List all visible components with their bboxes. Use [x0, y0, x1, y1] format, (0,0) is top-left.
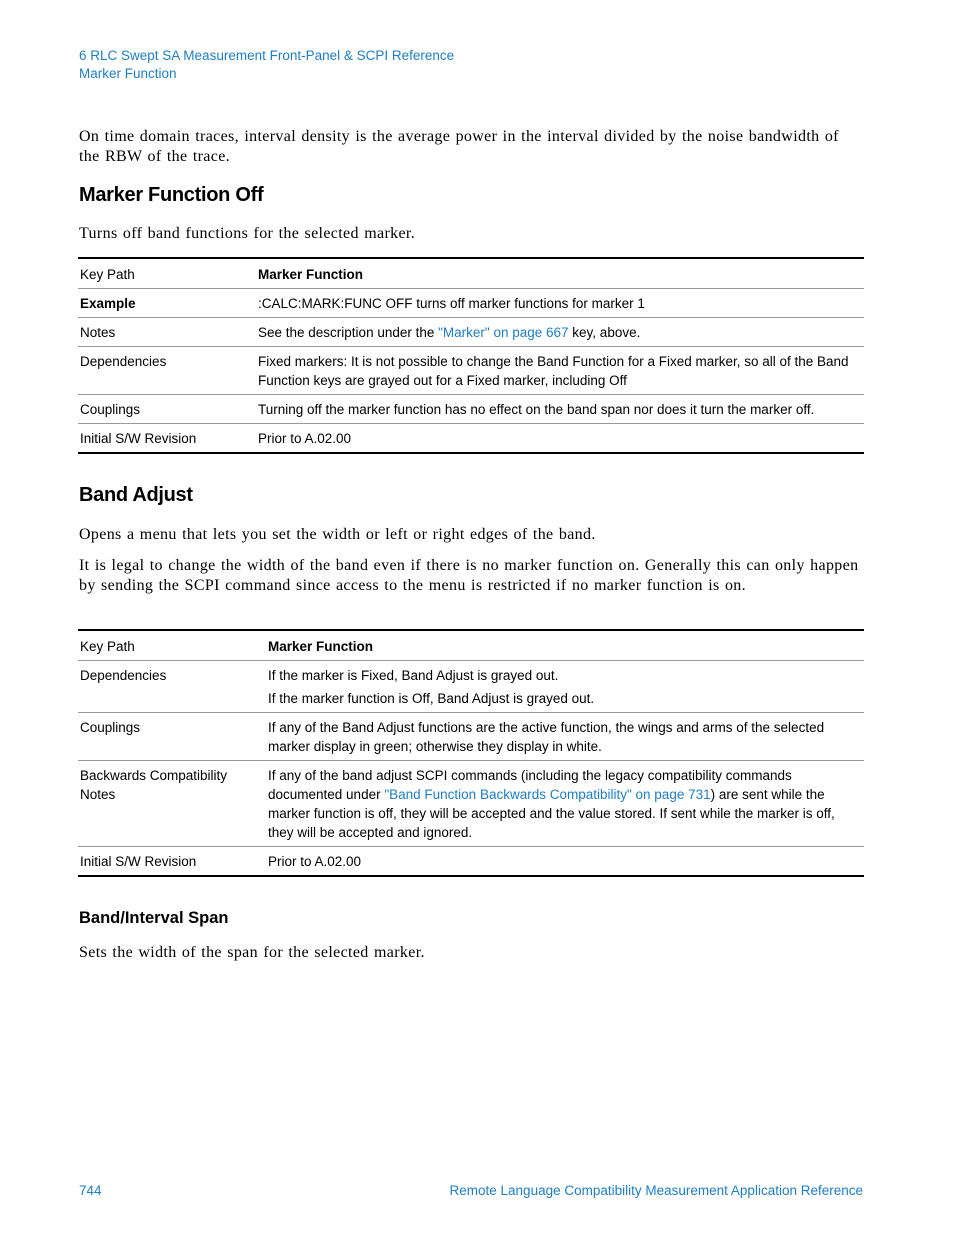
key-path-label: Key Path [78, 258, 254, 289]
compatibility-prefix: If any of the band adjust SCPI commands (including the legacy compatibility commands documented under [268, 768, 792, 802]
revision-label: Initial S/W Revision [78, 424, 254, 454]
dependencies-label: Dependencies [78, 661, 264, 713]
dependencies-line-1: If the marker is Fixed, Band Adjust is grayed out. [268, 668, 559, 683]
key-path-value: Marker Function [264, 630, 864, 661]
table-row [78, 713, 864, 761]
key-path-value: Marker Function [254, 258, 864, 289]
page-number: 744 [79, 1183, 102, 1198]
couplings-label: Couplings [78, 713, 264, 761]
compatibility-label: Backwards Compatibility Notes [78, 761, 264, 847]
notes-prefix: See the description under the [258, 325, 439, 340]
revision-value: Prior to A.02.00 [254, 424, 864, 454]
couplings-label: Couplings [78, 395, 254, 424]
example-label: Example [78, 289, 254, 318]
notes-label: Notes [78, 318, 254, 347]
couplings-value: Turning off the marker function has no effect on the band span nor does it turn the marker off. [254, 395, 864, 424]
dependencies-value [264, 661, 864, 713]
intro-paragraph: On time domain traces, interval density is the average power in the interval divided by the noise bandwidth of the RBW of the trace. [79, 128, 839, 165]
band-adjust-description: Opens a menu that lets you set the width or left or right edges of the band. [79, 526, 596, 543]
compatibility-value [264, 761, 864, 847]
dependencies-label: Dependencies [78, 347, 254, 395]
marker-function-off-description: Turns off band functions for the selected marker. [79, 225, 416, 242]
table-row [78, 630, 864, 661]
table-row [78, 258, 864, 289]
chapter-title: 6 RLC Swept SA Measurement Front-Panel & SCPI Reference [79, 48, 455, 63]
section-title: Marker Function [79, 66, 177, 81]
notes-value [254, 318, 864, 347]
dependencies-line-2: If the marker function is Off, Band Adjust is grayed out. [268, 691, 595, 706]
band-function-compat-link[interactable]: "Band Function Backwards Compatibility" on page 731 [384, 787, 711, 802]
marker-page-link[interactable]: "Marker" on page 667 [438, 325, 569, 340]
table-row [78, 661, 864, 713]
running-header [79, 47, 454, 83]
revision-label: Initial S/W Revision [78, 847, 264, 877]
band-adjust-details: It is legal to change the width of the band even if there is no marker function on. Generally this can only happen by sending the SCPI command since access to the menu is restricted if no marker function is on. [79, 557, 859, 594]
table-row [78, 424, 864, 454]
marker-function-off-table [78, 257, 864, 454]
table-row [78, 395, 864, 424]
band-interval-span-description: Sets the width of the span for the selected marker. [79, 944, 425, 961]
heading-marker-function-off: Marker Function Off [79, 184, 264, 206]
example-value: :CALC:MARK:FUNC OFF turns off marker functions for marker 1 [254, 289, 864, 318]
band-adjust-table [78, 629, 864, 877]
table-row [78, 318, 864, 347]
table-row [78, 289, 864, 318]
revision-value: Prior to A.02.00 [264, 847, 864, 877]
heading-band-interval-span: Band/Interval Span [79, 909, 229, 927]
document-title: Remote Language Compatibility Measurement Application Reference [449, 1183, 863, 1198]
table-row [78, 847, 864, 877]
table-row [78, 761, 864, 847]
compatibility-suffix: ) are sent while the marker function is off, they will be accepted and the value stored. If sent while the marker is off, they will be accepted and ignored. [268, 787, 835, 840]
heading-band-adjust: Band Adjust [79, 484, 193, 506]
couplings-value: If any of the Band Adjust functions are the active function, the wings and arms of the selected marker display in green; otherwise they display in white. [264, 713, 864, 761]
table-row [78, 347, 864, 395]
notes-suffix: key, above. [568, 325, 641, 340]
key-path-label: Key Path [78, 630, 264, 661]
dependencies-value: Fixed markers: It is not possible to change the Band Function for a Fixed marker, so all of the Band Function keys are grayed out for a Fixed marker, including Off [254, 347, 864, 395]
